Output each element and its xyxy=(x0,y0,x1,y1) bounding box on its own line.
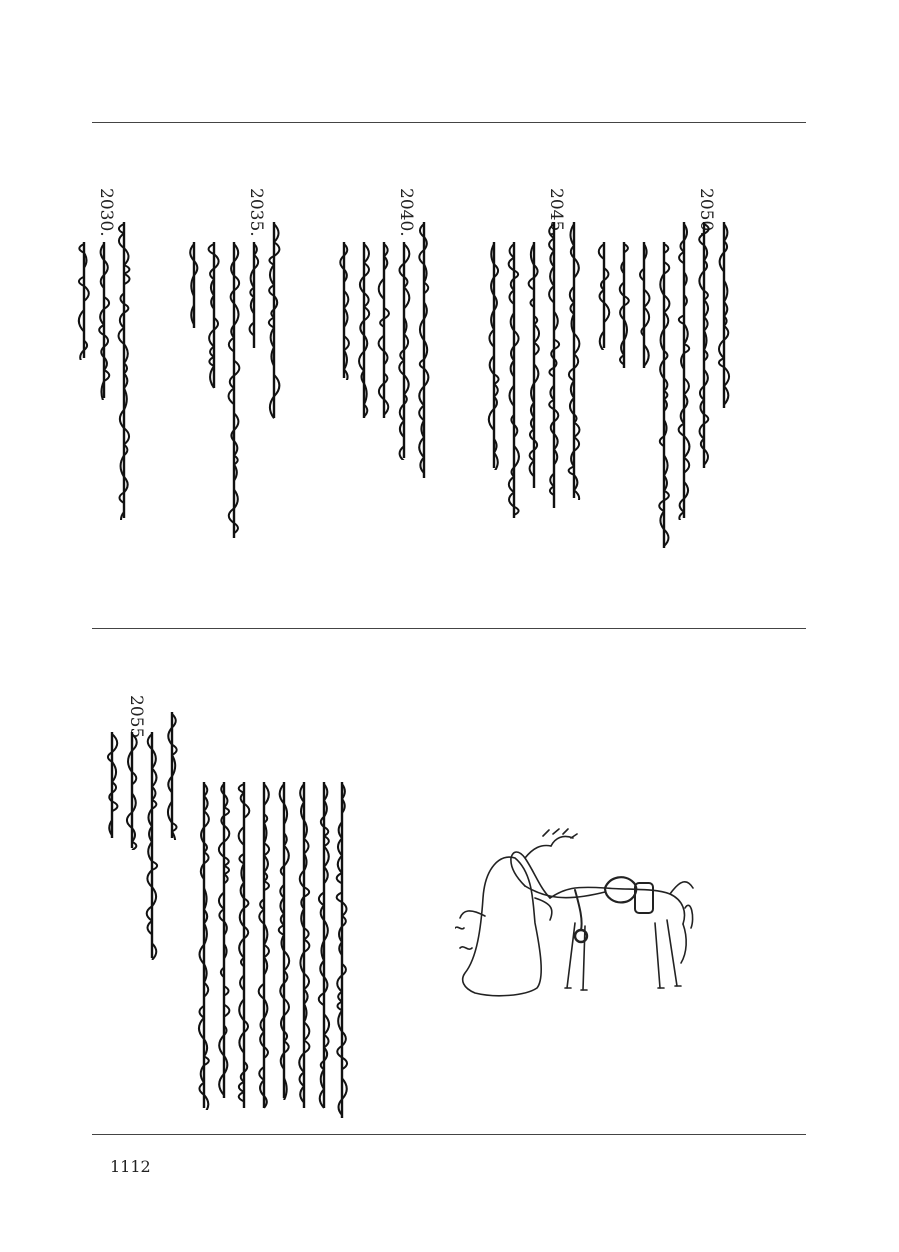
line-number-2050: 2050. xyxy=(696,188,716,237)
horse-illustration xyxy=(455,828,695,1007)
verse-column-25 xyxy=(71,240,97,360)
vertical-script-glyphs xyxy=(71,240,97,360)
vertical-script-glyphs xyxy=(181,240,207,330)
caption-column-8 xyxy=(191,780,217,1110)
top-rule xyxy=(92,122,806,123)
page-number: 1112 xyxy=(110,1157,151,1176)
vertical-script-glyphs xyxy=(99,730,125,840)
caption-column-12 xyxy=(99,730,125,840)
line-number-2035: 2035. xyxy=(246,188,266,237)
line-number-2030: 2030. xyxy=(96,188,116,237)
vertical-script-glyphs xyxy=(591,240,617,350)
vertical-script-glyphs xyxy=(191,780,217,1110)
verse-column-17 xyxy=(331,240,357,380)
middle-rule xyxy=(92,628,806,629)
verse-column-12 xyxy=(481,240,507,470)
line-number-2045: 2045. xyxy=(546,188,566,237)
verse-column-22 xyxy=(181,240,207,330)
line-number-2040: 2040. xyxy=(396,188,416,237)
verse-column-7 xyxy=(591,240,617,350)
vertical-script-glyphs xyxy=(481,240,507,470)
bottom-rule xyxy=(92,1134,806,1135)
line-number-2055: 2055. xyxy=(126,695,146,744)
vertical-script-glyphs xyxy=(331,240,357,380)
horse-and-figure-drawing-icon xyxy=(455,828,695,1003)
